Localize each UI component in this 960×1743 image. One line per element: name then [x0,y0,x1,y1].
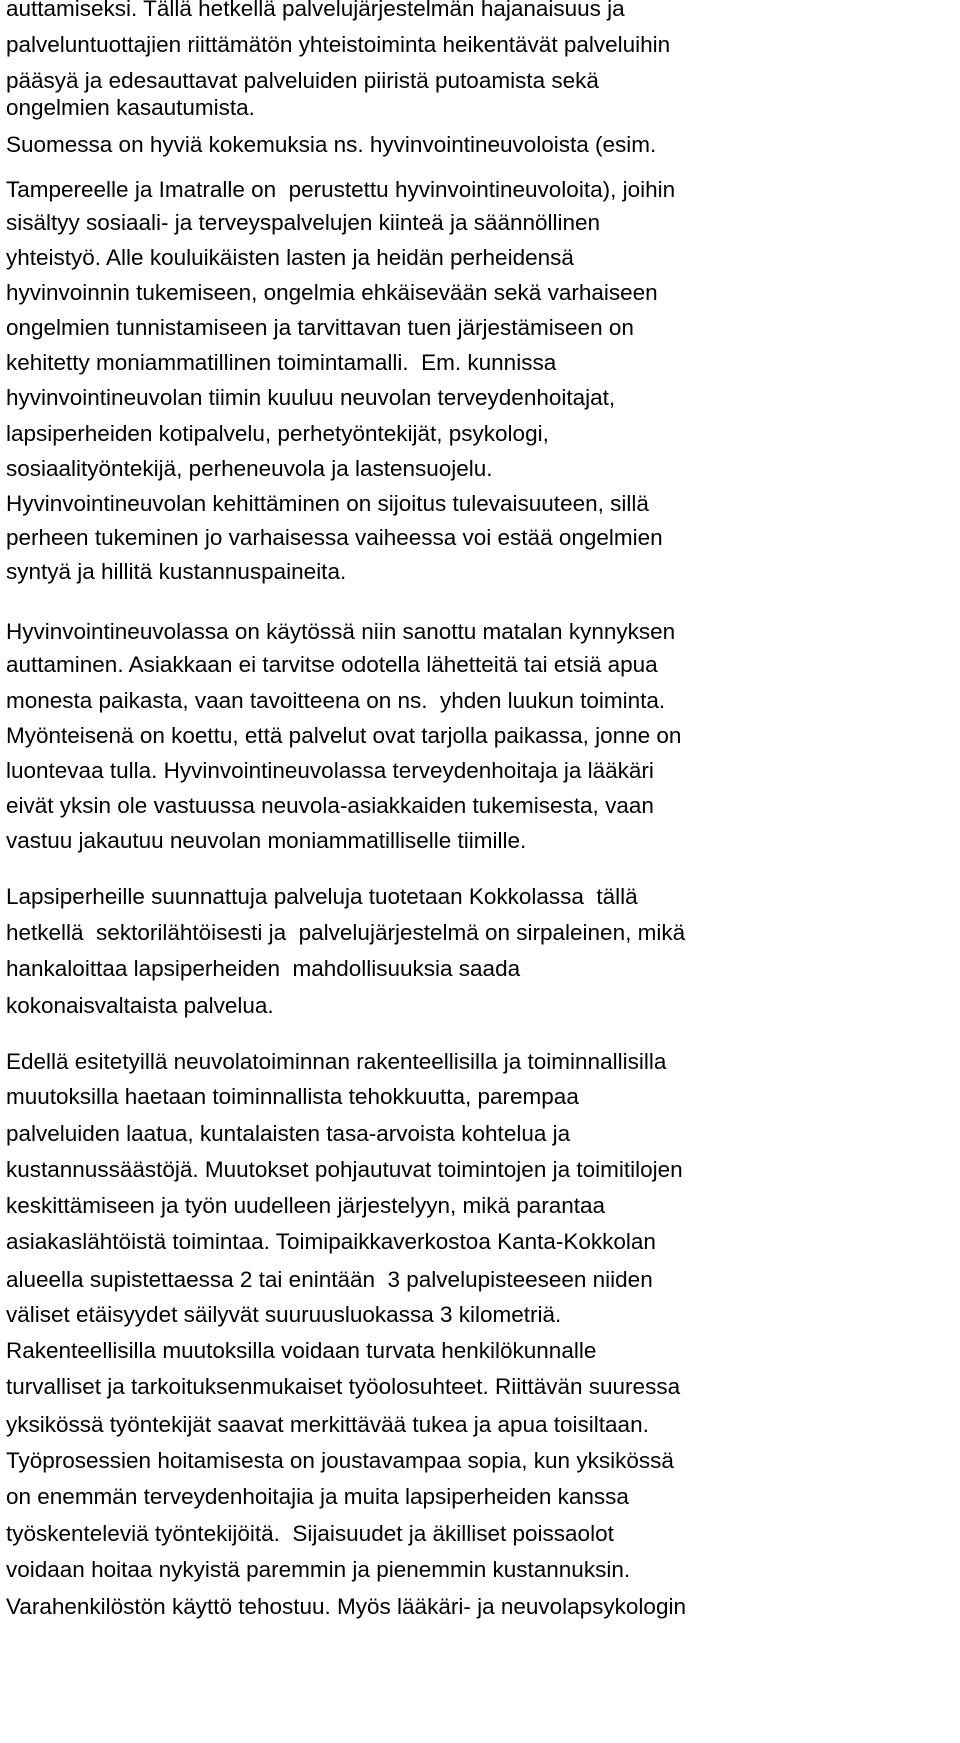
text-line: Työprosessien hoitamisesta on joustavampaa sopia, kun yksikössä [6,1448,674,1473]
text-line: keskittämiseen ja työn uudelleen järjestelyyn, mikä parantaa [6,1193,606,1218]
text-line: auttaminen. Asiakkaan ei tarvitse odotella lähetteitä tai etsiä apua [6,652,658,677]
text-line: Suomessa on hyviä kokemuksia ns. hyvinvointineuvoloista (esim. [6,132,657,157]
text-line: Hyvinvointineuvolassa on käytössä niin sanottu matalan kynnyksen [6,619,676,644]
text-line: vastuu jakautuu neuvolan moniammatilliselle tiimille. [6,828,527,853]
text-line: luontevaa tulla. Hyvinvointineuvolassa terveydenhoitaja ja lääkäri [6,758,654,783]
text-line: ongelmien tunnistamiseen ja tarvittavan tuen järjestämiseen on [6,315,634,340]
text-line: Myönteisenä on koettu, että palvelut ovat tarjolla paikassa, jonne on [6,723,682,748]
text-line: sosiaalityöntekijä, perheneuvola ja lastensuojelu. [6,456,493,481]
text-line: muutoksilla haetaan toiminnallista tehokkuutta, parempaa [6,1084,579,1109]
text-line: kehitetty moniammatillinen toimintamalli. Em. kunnissa [6,350,557,375]
text-line: eivät yksin ole vastuussa neuvola-asiakkaiden tukemisesta, vaan [6,793,654,818]
text-line: työskenteleviä työntekijöitä. Sijaisuudet ja äkilliset poissaolot [6,1521,614,1546]
text-line: Varahenkilöstön käyttö tehostuu. Myös lääkäri- ja neuvolapsykologin [6,1594,686,1619]
text-line: Lapsiperheille suunnattuja palveluja tuotetaan Kokkolassa tällä [6,884,638,909]
text-line: yhteistyö. Alle kouluikäisten lasten ja heidän perheidensä [6,245,574,270]
text-line: hyvinvointineuvolan tiimin kuuluu neuvolan terveydenhoitajat, [6,385,616,410]
text-line: alueella supistettaessa 2 tai enintään 3 palvelupisteeseen niiden [6,1267,653,1292]
text-line: Edellä esitetyillä neuvolatoiminnan rakenteellisilla ja toiminnallisilla [6,1049,667,1074]
text-line: Tampereelle ja Imatralle on perustettu hyvinvointineuvoloita), joihin [6,177,676,202]
text-line: pääsyä ja edesauttavat palveluiden piiristä putoamista sekä [6,68,599,93]
text-line: kustannussäästöjä. Muutokset pohjautuvat toimintojen ja toimitilojen [6,1157,683,1182]
text-line: hankaloittaa lapsiperheiden mahdollisuuksia saada [6,956,521,981]
text-line: lapsiperheiden kotipalvelu, perhetyöntekijät, psykologi, [6,421,549,446]
text-line: Hyvinvointineuvolan kehittäminen on sijoitus tulevaisuuteen, sillä [6,491,649,516]
text-line: palveluntuottajien riittämätön yhteistoiminta heikentävät palveluihin [6,32,671,57]
text-line: ongelmien kasautumista. [6,95,255,120]
text-line: palveluiden laatua, kuntalaisten tasa-arvoista kohtelua ja [6,1121,571,1146]
text-line: kokonaisvaltaista palvelua. [6,993,274,1018]
text-line: yksikössä työntekijät saavat merkittävää tukea ja apua toisiltaan. [6,1412,649,1437]
text-line: hetkellä sektorilähtöisesti ja palvelujärjestelmä on sirpaleinen, mikä [6,920,686,945]
text-line: voidaan hoitaa nykyistä paremmin ja pienemmin kustannuksin. [6,1557,631,1582]
text-line: syntyä ja hillitä kustannuspaineita. [6,559,347,584]
text-line: monesta paikasta, vaan tavoitteena on ns. yhden luukun toiminta. [6,688,666,713]
text-line: turvalliset ja tarkoituksenmukaiset työolosuhteet. Riittävän suuressa [6,1374,681,1399]
text-line: sisältyy sosiaali- ja terveyspalvelujen kiinteä ja säännöllinen [6,210,601,235]
text-line: perheen tukeminen jo varhaisessa vaiheessa voi estää ongelmien [6,525,663,550]
text-line: asiakaslähtöistä toimintaa. Toimipaikkaverkostoa Kanta-Kokkolan [6,1229,656,1254]
text-line: Rakenteellisilla muutoksilla voidaan turvata henkilökunnalle [6,1338,597,1363]
text-line: hyvinvoinnin tukemiseen, ongelmia ehkäisevään sekä varhaiseen [6,280,658,305]
text-line: on enemmän terveydenhoitajia ja muita lapsiperheiden kanssa [6,1484,629,1509]
text-line: väliset etäisyydet säilyvät suuruusluokassa 3 kilometriä. [6,1302,562,1327]
text-line: auttamiseksi. Tällä hetkellä palvelujärjestelmän hajanaisuus ja [6,0,625,21]
